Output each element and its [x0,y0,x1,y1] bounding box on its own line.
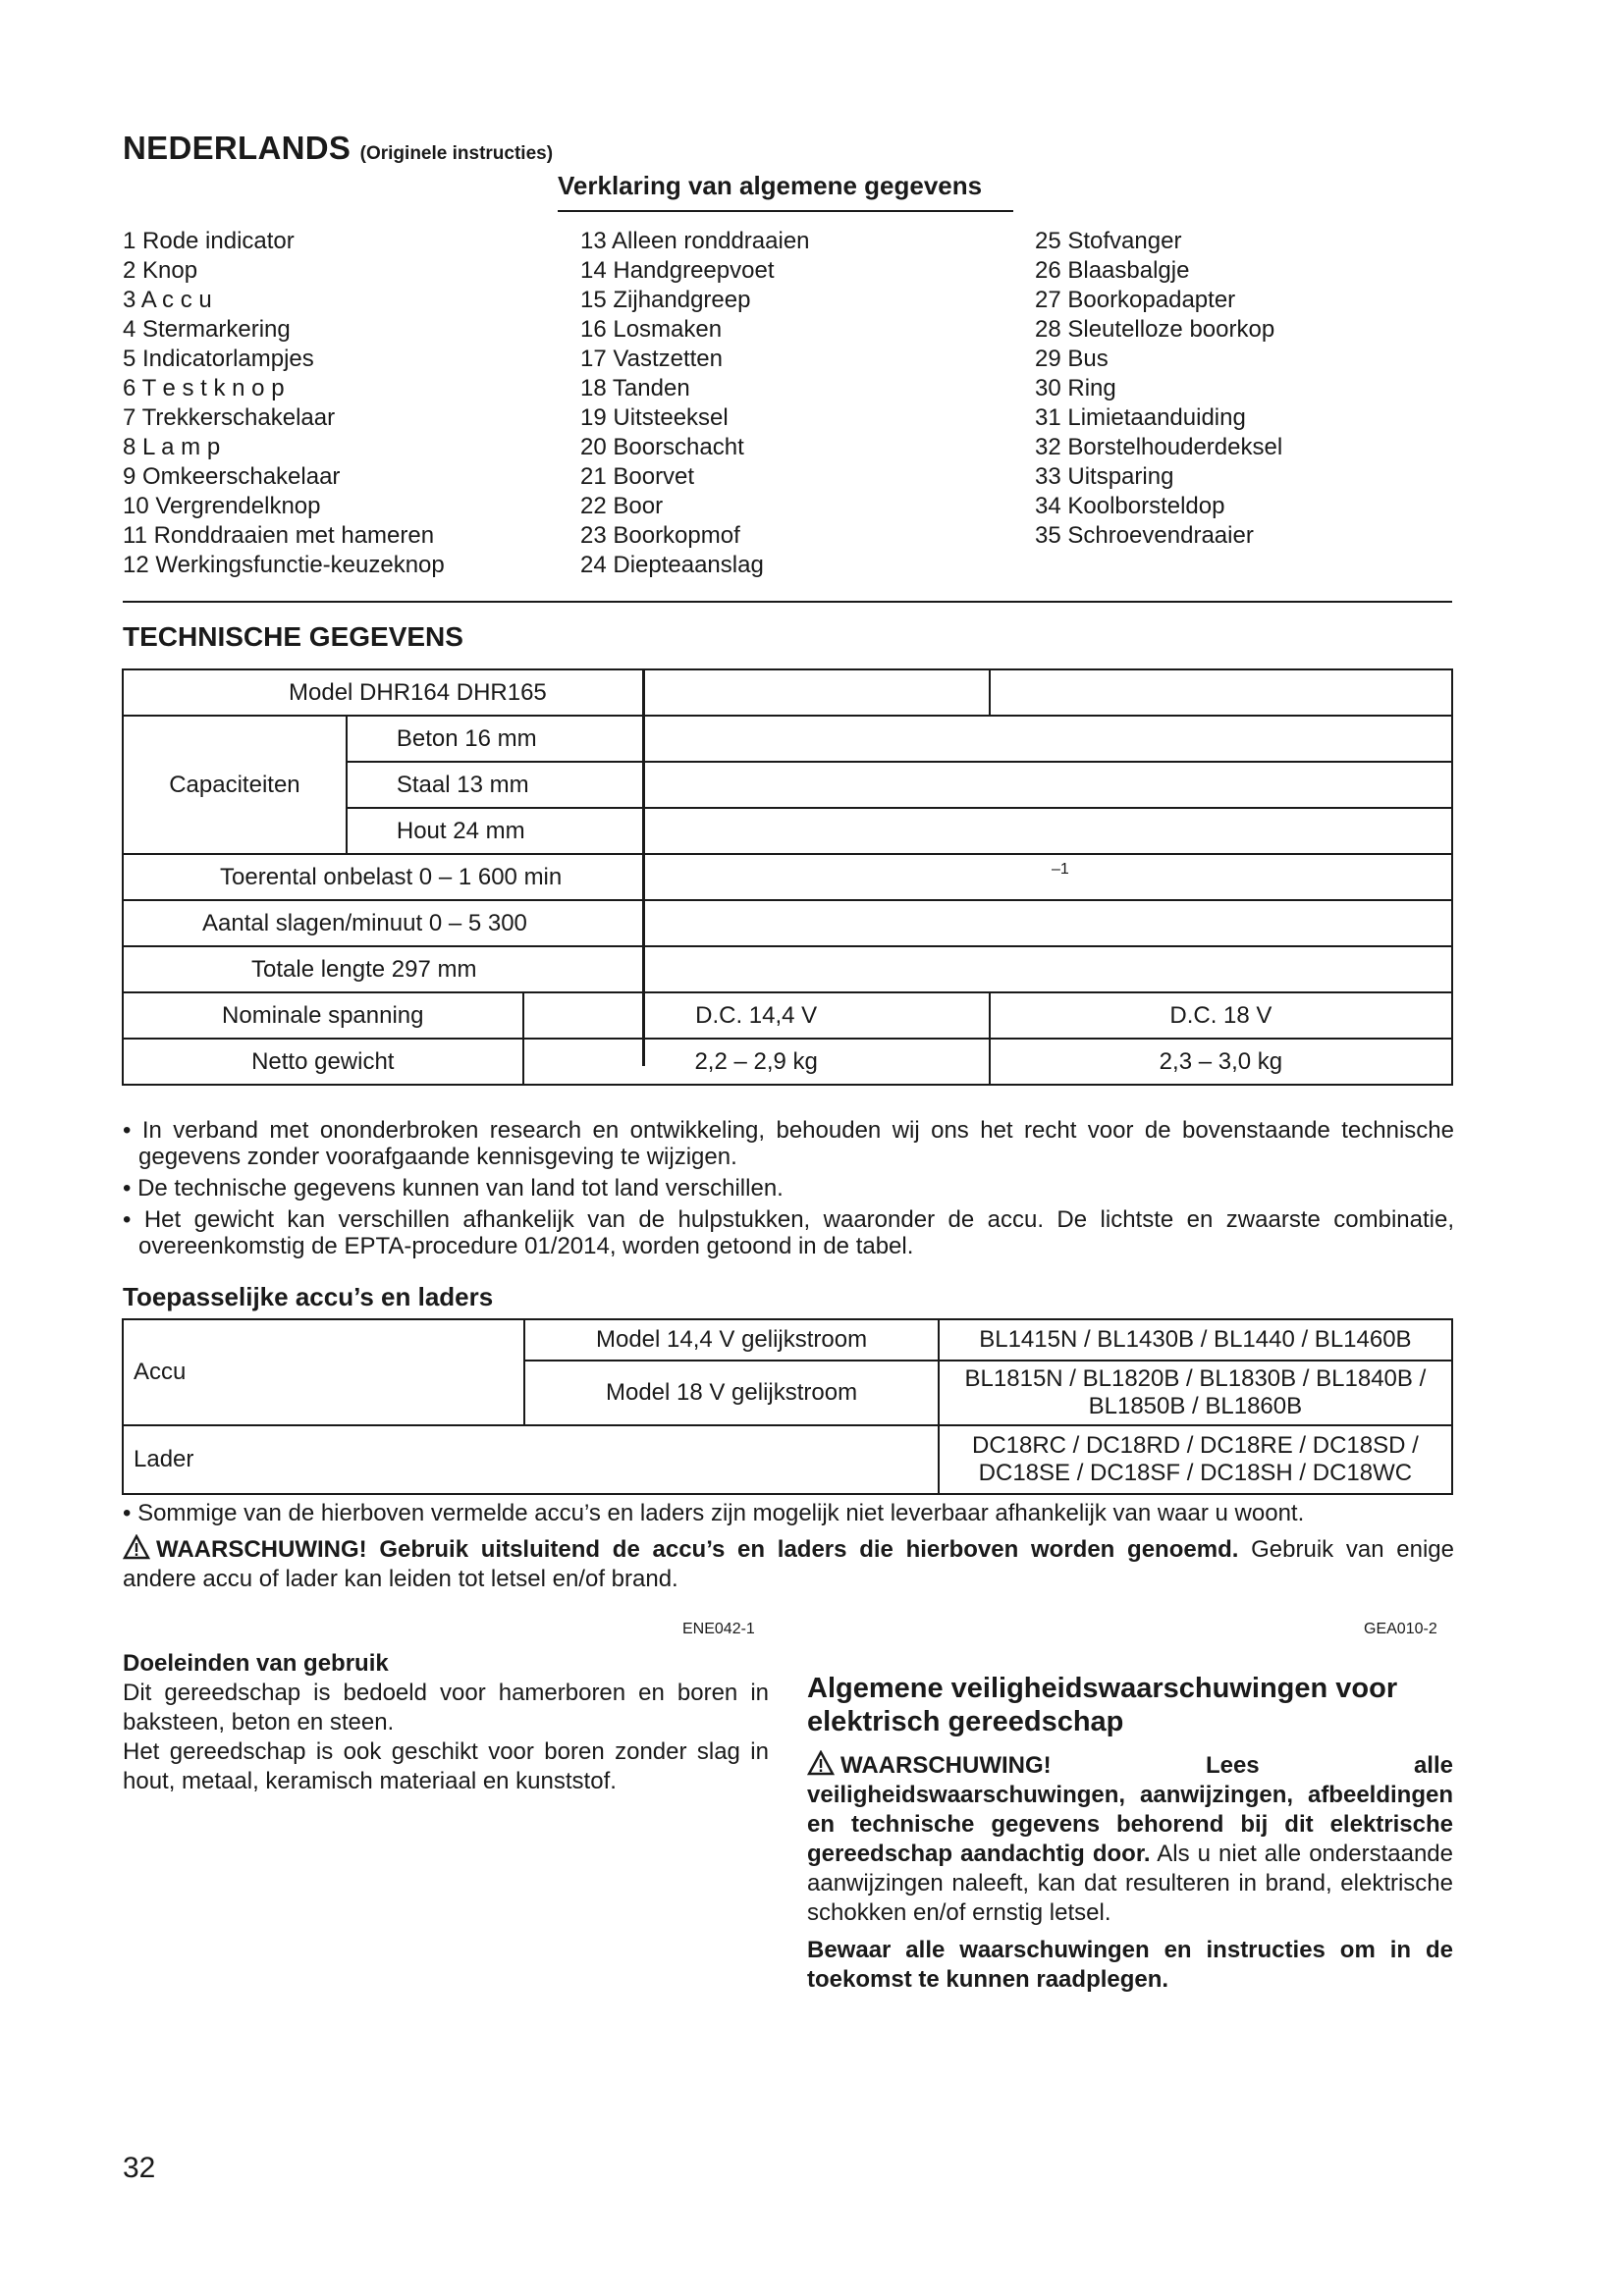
laders-list: DC18RC / DC18RD / DC18RE / DC18SD / DC18SE / DC18SF / DC18SH / DC18WC [939,1425,1452,1494]
legend-item: 31 Limietaanduiding [1035,404,1246,431]
safety-warning-bold: WAARSCHUWING! Lees alle veiligheidswaarschuwingen, aanwijzingen, afbeeldingen en technische gegevens behorend bij dit elektrische gereedschap aandachtig door. [807,1752,1453,1867]
spec-staal: Staal 13 mm [347,762,1452,808]
legend-item: 18 Tanden [580,375,690,401]
legend-item: 34 Koolborsteldop [1035,493,1225,519]
subtitle: (Originele instructies) [359,143,554,164]
safety-heading: Algemene veiligheidswaarschuwingen voor elektrisch gereedschap [807,1673,1398,1737]
warning-icon [123,1534,150,1560]
accu-batt-18: BL1815N / BL1820B / BL1830B / BL1840B / BL1850B / BL1860B [939,1361,1452,1425]
accu-model-18: Model 18 V gelijkstroom [524,1361,938,1425]
legend-item: 15 Zijhandgreep [580,287,751,313]
spec-capaciteiten: Capaciteiten [123,716,347,854]
warning-icon [807,1750,835,1776]
legend-heading: Verklaring van algemene gegevens [558,171,983,200]
legend-item: 14 Handgreepvoet [580,257,775,284]
lader-label: Lader [123,1425,939,1494]
language-title: NEDERLANDS [123,130,352,166]
legend-column-1 [123,227,555,580]
legend-item: 20 Boorschacht [580,434,744,460]
accu-table-wrapper [122,1318,1453,1495]
legend-item: 22 Boor [580,493,664,519]
accu-label: Accu [123,1319,524,1425]
spec-beton: Beton 16 mm [347,716,1452,762]
legend-item: 32 Borstelhouderdeksel [1035,434,1283,460]
accu-note: • Sommige van de hierboven vermelde accu’s en laders zijn mogelijk niet leverbaar afhankelijk van waar u woont. [123,1500,1305,1526]
accu-model-144: Model 14,4 V gelijkstroom [524,1319,938,1361]
spec-gewicht-label: Netto gewicht [123,1039,523,1085]
table-row [123,669,1452,716]
section-divider [123,601,1452,603]
spec-spanning-label: Nominale spanning [123,992,523,1039]
purpose-p1: Dit gereedschap is bedoeld voor hamerboren en boren in baksteen, beton en steen. [123,1680,769,1735]
table-row [123,1319,1452,1361]
table-row [123,992,1452,1039]
spec-hout: Hout 24 mm [347,808,1452,854]
note-item: • Het gewicht kan verschillen afhankelijk van de hulpstukken, waaronder de accu. De lichtste en zwaarste combinatie, overeenkomstig de EPTA-procedure 01/2014, worden getoond in de tabel. [123,1206,1454,1259]
legend-underline [558,210,1013,212]
spec-table-wrapper [122,668,1453,1086]
code-left: ENE042-1 [682,1621,755,1637]
page-number: 32 [123,2152,156,2184]
legend-column-2 [580,227,1012,580]
legend-item: 7 Trekkerschakelaar [123,404,336,431]
legend-item: 5 Indicatorlampjes [123,346,314,372]
table-row [123,854,1452,900]
legend-item: 12 Werkingsfunctie-keuzeknop [123,552,445,578]
accu-heading: Toepasselijke accu’s en laders [123,1282,494,1311]
purpose-p2: Het gereedschap is ook geschikt voor boren zonder slag in hout, metaal, keramisch materiaal en kunststof. [123,1738,769,1794]
legend-item: 29 Bus [1035,346,1109,372]
spec-notes [123,1117,1454,1264]
spec-gewicht-1: 2,2 – 2,9 kg [523,1039,990,1085]
spec-gewicht-2: 2,3 – 3,0 kg [990,1039,1452,1085]
safety-warning [807,1750,1453,1928]
legend-item: 27 Boorkopadapter [1035,287,1236,313]
accu-table [122,1318,1453,1495]
legend-item: 3 A c c u [123,287,212,313]
purpose-section [123,1649,769,1796]
purpose-heading: Doeleinden van gebruik [123,1650,389,1677]
spec-model-empty [990,669,1452,716]
legend-item: 35 Schroevendraaier [1035,522,1254,549]
table-row [123,900,1452,946]
safety-section [807,1672,1453,1995]
table-row [123,716,1452,762]
legend-item: 17 Vastzetten [580,346,723,372]
legend-item: 1 Rode indicator [123,228,295,254]
table-row [123,1039,1452,1085]
legend-item: 4 Stermarkering [123,316,291,343]
spec-toerental-sup: –1 [1052,861,1069,878]
legend-item: 13 Alleen ronddraaien [580,228,810,254]
legend-item: 23 Boorkopmof [580,522,740,549]
legend-item: 26 Blaasbalgje [1035,257,1190,284]
table-row [123,1425,1452,1494]
legend-item: 30 Ring [1035,375,1116,401]
legend-item: 25 Stofvanger [1035,228,1182,254]
legend-item: 10 Vergrendelknop [123,493,321,519]
note-item: • De technische gegevens kunnen van land tot land verschillen. [123,1175,784,1201]
legend-item: 9 Omkeerschakelaar [123,463,341,490]
spec-lengte: Totale lengte 297 mm [123,946,1452,992]
legend-item: 21 Boorvet [580,463,695,490]
spec-toerental-text: Toerental onbelast 0 – 1 600 min [220,863,563,890]
legend-item: 19 Uitsteeksel [580,404,729,431]
spec-spanning-2: D.C. 18 V [990,992,1452,1039]
legend-item: 24 Diepteaanslag [580,552,764,578]
legend-item: 8 L a m p [123,434,221,460]
code-right: GEA010-2 [1364,1621,1437,1637]
accu-batt-144: BL1415N / BL1430B / BL1440 / BL1460B [939,1319,1452,1361]
spec-spanning-1: D.C. 14,4 V [523,992,990,1039]
legend-item: 33 Uitsparing [1035,463,1174,490]
note-item: • In verband met ononderbroken research en ontwikkeling, behouden wij ons het recht voor de bovenstaande technische gegevens zonder voorafgaande kennisgeving te wijzigen. [123,1117,1454,1170]
spec-slagen: Aantal slagen/minuut 0 – 5 300 [123,900,1452,946]
accu-warning-rest: Gebruik van enige andere accu of lader kan leiden tot letsel en/of brand. [123,1536,1455,1592]
legend-item: 28 Sleutelloze boorkop [1035,316,1275,343]
page-title [123,130,553,167]
spec-toerental [123,854,1452,900]
accu-warning-bold: WAARSCHUWING! Gebruik uitsluitend de accu’s en laders die hierboven worden genoemd. [156,1536,1239,1563]
legend-column-3 [1035,227,1467,551]
legend-item: 2 Knop [123,257,198,284]
spec-table [122,668,1453,1086]
safety-warning-rest: Als u niet alle onderstaande aanwijzingen naleeft, kan dat resulteren in brand, elektrische schokken en/of ernstig letsel. [807,1841,1453,1926]
safety-keep: Bewaar alle waarschuwingen en instructies om in de toekomst te kunnen raadplegen. [807,1937,1453,1993]
spec-heading: TECHNISCHE GEGEVENS [123,621,463,652]
table-row [123,946,1452,992]
accu-warning [123,1534,1454,1594]
spec-model: Model DHR164 DHR165 [123,669,990,716]
legend-item: 16 Losmaken [580,316,723,343]
legend-item: 11 Ronddraaien met hameren [123,522,435,549]
table-vertical-line [642,668,645,1066]
legend-item: 6 T e s t k n o p [123,375,285,401]
